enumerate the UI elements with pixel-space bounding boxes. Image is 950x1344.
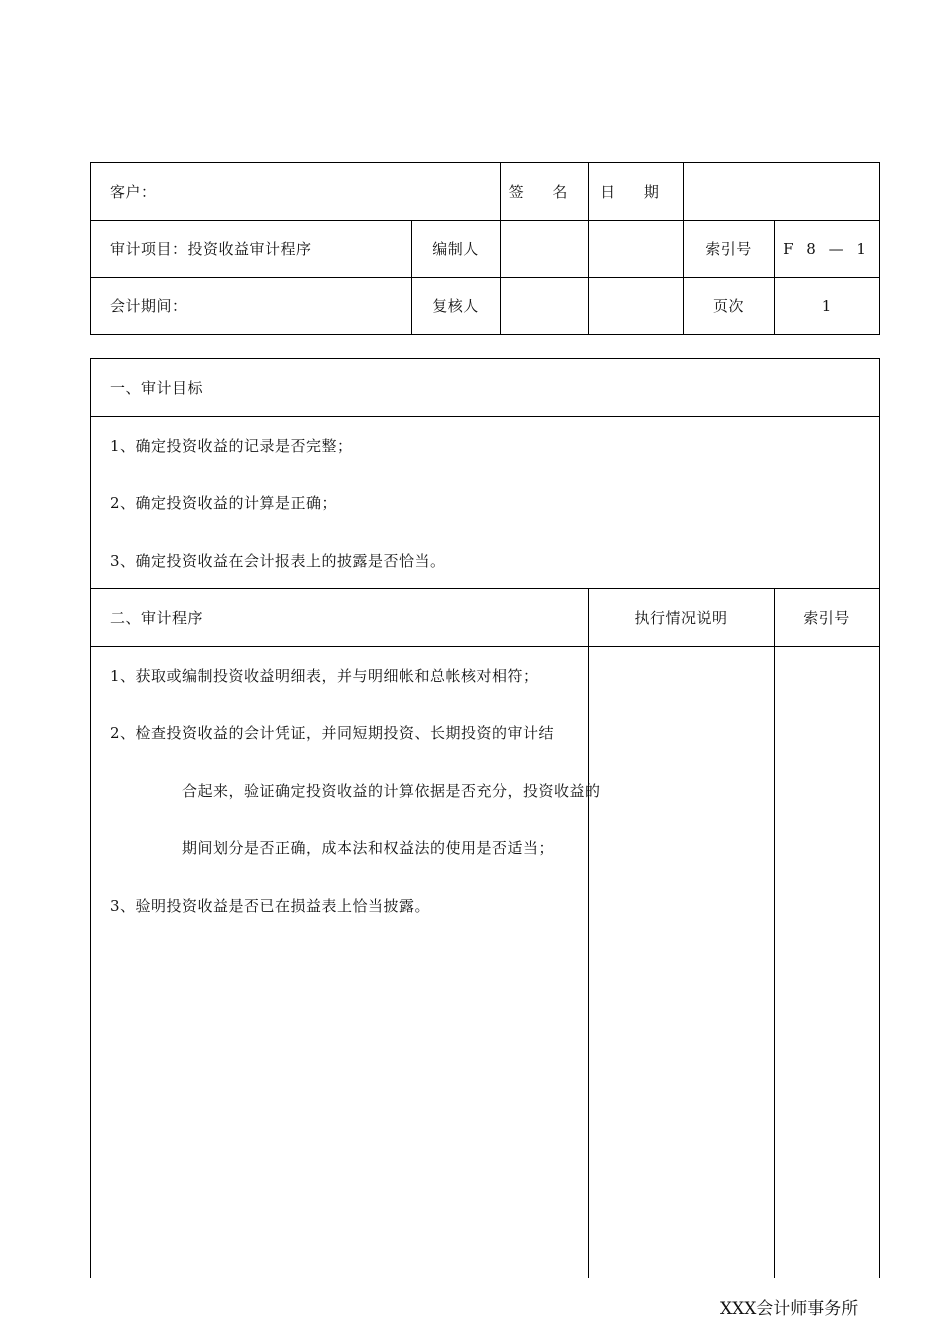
procedure-item: 2、检查投资收益的会计凭证，并同短期投资、长期投资的审计结 bbox=[110, 723, 555, 742]
index-heading: 索引号 bbox=[803, 608, 850, 627]
index-value: F 8 — 1 bbox=[783, 239, 870, 258]
procedures-heading: 二、审计程序 bbox=[110, 608, 204, 627]
firm-name: XXX会计师事务所 bbox=[720, 1299, 859, 1319]
date-label: 日 期 bbox=[600, 182, 671, 201]
procedure-item: 1、获取或编制投资收益明细表，并与明细帐和总帐核对相符； bbox=[110, 666, 539, 685]
period-label: 会计期间： bbox=[110, 297, 188, 315]
execution-heading: 执行情况说明 bbox=[634, 608, 728, 627]
index-label: 索引号 bbox=[705, 240, 752, 258]
objective-item: 3、确定投资收益在会计报表上的披露是否恰当。 bbox=[110, 551, 446, 570]
procedure-item: 3、验明投资收益是否已在损益表上恰当披露。 bbox=[110, 896, 431, 915]
signature-label: 签 名 bbox=[508, 182, 580, 201]
objective-item: 2、确定投资收益的计算是正确； bbox=[110, 493, 338, 512]
objective-item: 1、确定投资收益的记录是否完整； bbox=[110, 436, 353, 455]
reviewer-label: 复核人 bbox=[432, 297, 479, 315]
page-label: 页次 bbox=[712, 297, 744, 315]
preparer-label: 编制人 bbox=[432, 240, 479, 258]
page-value: 1 bbox=[821, 296, 832, 315]
audit-item-label: 审计项目：投资收益审计程序 bbox=[110, 240, 312, 258]
procedure-item-continued: 期间划分是否正确，成本法和权益法的使用是否适当； bbox=[182, 838, 555, 857]
client-label: 客户： bbox=[110, 182, 157, 201]
objectives-heading: 一、审计目标 bbox=[110, 378, 204, 397]
procedure-item-continued: 合起来，验证确定投资收益的计算依据是否充分，投资收益的 bbox=[182, 781, 601, 800]
